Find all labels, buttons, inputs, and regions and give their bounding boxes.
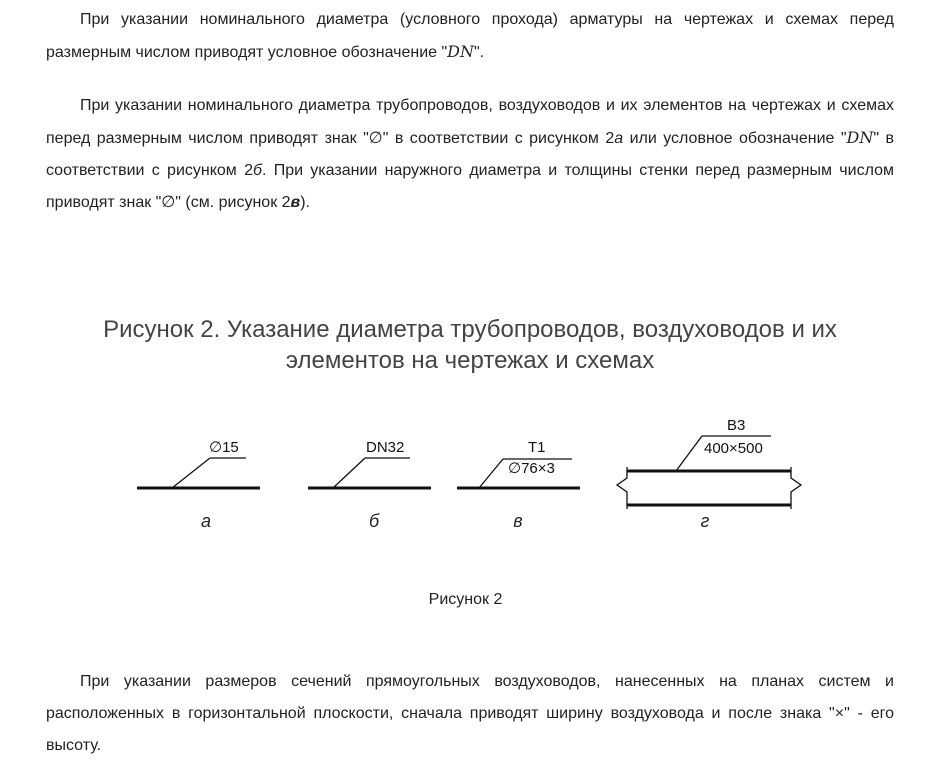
label-v-top: T1: [528, 439, 546, 456]
letter-v: в: [513, 511, 523, 531]
label-b: DN32: [366, 439, 405, 456]
paragraph-text: " - его высоту.: [46, 705, 894, 754]
figure-ref-v: в: [290, 194, 301, 211]
dn-symbol: DN: [846, 128, 874, 147]
leader-line-a: [172, 458, 210, 488]
paragraph-text: ).: [300, 194, 310, 211]
label-g-bottom: 400×500: [704, 440, 763, 457]
letter-g: г: [700, 511, 710, 531]
paragraph-text: ".: [473, 44, 485, 61]
leader-line-v: [479, 459, 503, 488]
diameter-symbol: ∅: [368, 130, 383, 147]
duct-break-right: [791, 467, 801, 509]
leader-line-g: [676, 436, 702, 471]
paragraph-duct-sections: [46, 666, 894, 762]
paragraph-text: " в соответствии с рисунком 2: [382, 130, 615, 147]
duct-break-left: [617, 467, 627, 509]
label-v-bottom: ∅76×3: [508, 460, 555, 477]
paragraph-text: " (см. рисунок 2: [175, 194, 291, 211]
figure-ref-a: а: [614, 130, 624, 147]
figure-title: Рисунок 2. Указание диаметра трубопроводов, воздуховодов и их элементов на чертежах и схемах: [103, 316, 837, 374]
label-g-top: B3: [727, 417, 746, 434]
letter-a: а: [200, 511, 212, 531]
paragraph-text: При указании номинального диаметра трубопроводов, воздуховодов и их элементов на чертежах и схемах перед размерным числом приводят знак ": [46, 97, 894, 147]
diameter-symbol: ∅: [161, 194, 176, 211]
paragraph-text: или условное обозначение ": [623, 130, 847, 147]
dn-symbol: DN: [447, 42, 474, 61]
paragraph-text: При указании номинального диаметра (условного прохода) арматуры на чертежах и схемах перед размерным числом приводят условное обозначение ": [46, 11, 894, 61]
paragraph-text: " в соответствии с рисунком 2: [46, 130, 894, 179]
times-symbol: ×: [834, 705, 845, 722]
label-a: ∅15: [209, 439, 239, 456]
leader-line-b: [333, 458, 365, 488]
figure-caption: Рисунок 2: [428, 591, 503, 608]
paragraph-text: . При указании наружного диаметра и толщины стенки перед размерным числом приводят знак ": [46, 162, 894, 211]
letter-b: б: [368, 511, 380, 531]
paragraph-text: При указании размеров сечений прямоугольных воздуховодов, нанесенных на планах систем и расположенных в горизонтальной плоскости, сначала приводят ширину воздуховода и после знака ": [46, 673, 894, 722]
figure-ref-b: б: [252, 162, 262, 179]
